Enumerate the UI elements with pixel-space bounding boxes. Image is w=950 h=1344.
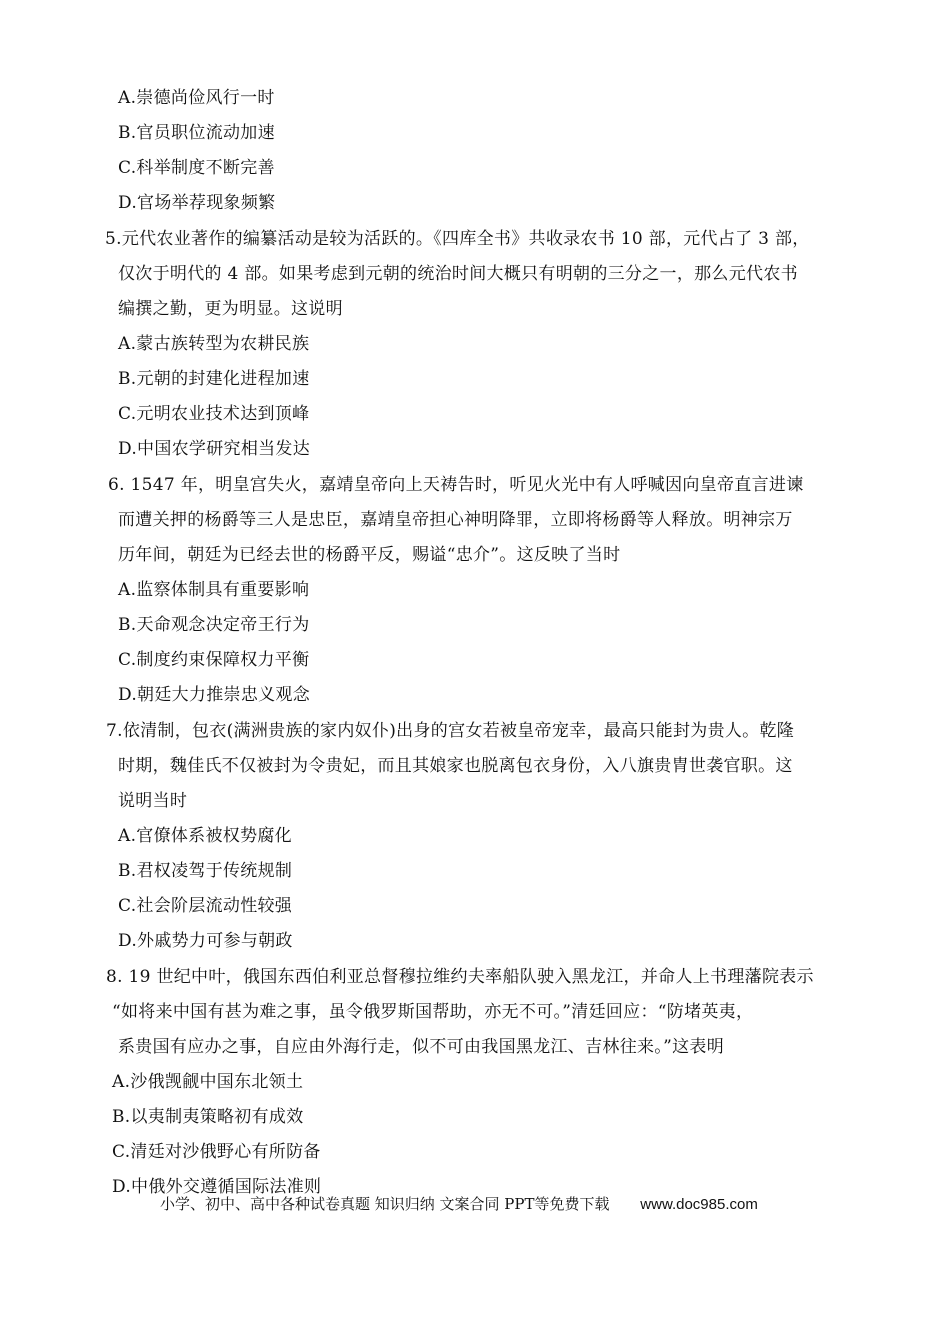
q4-option-c: C.科举制度不断完善 xyxy=(118,158,275,178)
q6-option-d: D.朝廷大力推崇忠义观念 xyxy=(118,685,311,705)
q5-option-c: C.元明农业技术达到顶峰 xyxy=(118,404,310,424)
q6-stem-line-3: 历年间，朝廷为已经去世的杨爵平反，赐谥“忠介”。这反映了当时 xyxy=(118,545,621,565)
q4-option-d: D.官场举荐现象频繁 xyxy=(118,193,276,213)
q6-option-a: A.监察体制具有重要影响 xyxy=(118,580,310,600)
q7-stem-line-2: 时期，魏佳氏不仅被封为令贵妃，而且其娘家也脱离包衣身份，入八旗贵胄世袭官职。这 xyxy=(118,756,793,776)
q5-option-b: B.元朝的封建化进程加速 xyxy=(118,369,310,389)
q8-stem-line-1: 8. 19 世纪中叶，俄国东西伯利亚总督穆拉维约夫率船队驶入黑龙江，并命人上书理藩院表示 xyxy=(106,967,814,987)
q8-option-c: C.清廷对沙俄野心有所防备 xyxy=(112,1142,321,1162)
q8-option-a: A.沙俄觊觎中国东北领土 xyxy=(112,1072,304,1092)
footer xyxy=(160,1194,758,1215)
q7-option-d: D.外戚势力可参与朝政 xyxy=(118,931,293,951)
q5-option-d: D.中国农学研究相当发达 xyxy=(118,439,311,459)
q6-option-c: C.制度约束保障权力平衡 xyxy=(118,650,310,670)
q6-stem-line-2: 而遭关押的杨爵等三人是忠臣，嘉靖皇帝担心神明降罪，立即将杨爵等人释放。明神宗万 xyxy=(118,510,793,530)
q6-option-b: B.天命观念决定帝王行为 xyxy=(118,615,310,635)
q8-stem-line-2: “如将来中国有甚为难之事，虽令俄罗斯国帮助，亦无不可。”清廷回应：“防堵英夷， xyxy=(112,1002,754,1022)
footer-text: 小学、初中、高中各种试卷真题 知识归纳 文案合同 PPT等免费下载 xyxy=(160,1195,610,1213)
q5-stem-line-1: 5.元代农业著作的编纂活动是较为活跃的。《四库全书》共收录农书 10 部，元代占了 3 部， xyxy=(105,229,810,249)
q7-stem-line-3: 说明当时 xyxy=(118,791,188,811)
q8-option-b: B.以夷制夷策略初有成效 xyxy=(112,1107,304,1127)
q7-option-b: B.君权凌驾于传统规制 xyxy=(118,861,293,881)
q8-stem-line-3: 系贵国有应办之事，自应由外海行走，似不可由我国黑龙江、吉林往来。”这表明 xyxy=(118,1037,724,1057)
q8-option-d: D.中俄外交遵循国际法准则 xyxy=(112,1177,322,1197)
q4-option-b: B.官员职位流动加速 xyxy=(118,123,275,143)
q5-stem-line-2: 仅次于明代的 4 部。如果考虑到元朝的统治时间大概只有明朝的三分之一，那么元代农书 xyxy=(118,264,798,284)
q6-stem-line-1: 6. 1547 年，明皇宫失火，嘉靖皇帝向上天祷告时，听见火光中有人呼喊因向皇帝直言进谏 xyxy=(108,475,804,495)
q7-stem-line-1: 7.依清制，包衣(满洲贵族的家内奴仆)出身的宫女若被皇帝宠幸，最高只能封为贵人。乾隆 xyxy=(106,721,795,741)
q4-option-a: A.崇德尚俭风行一时 xyxy=(118,88,275,108)
q7-option-c: C.社会阶层流动性较强 xyxy=(118,896,293,916)
q5-stem-line-3: 编撰之勤，更为明显。这说明 xyxy=(118,299,343,319)
q5-option-a: A.蒙古族转型为农耕民族 xyxy=(118,334,310,354)
q7-option-a: A.官僚体系被权势腐化 xyxy=(118,826,292,846)
footer-site-link[interactable]: www.doc985.com xyxy=(640,1196,758,1213)
